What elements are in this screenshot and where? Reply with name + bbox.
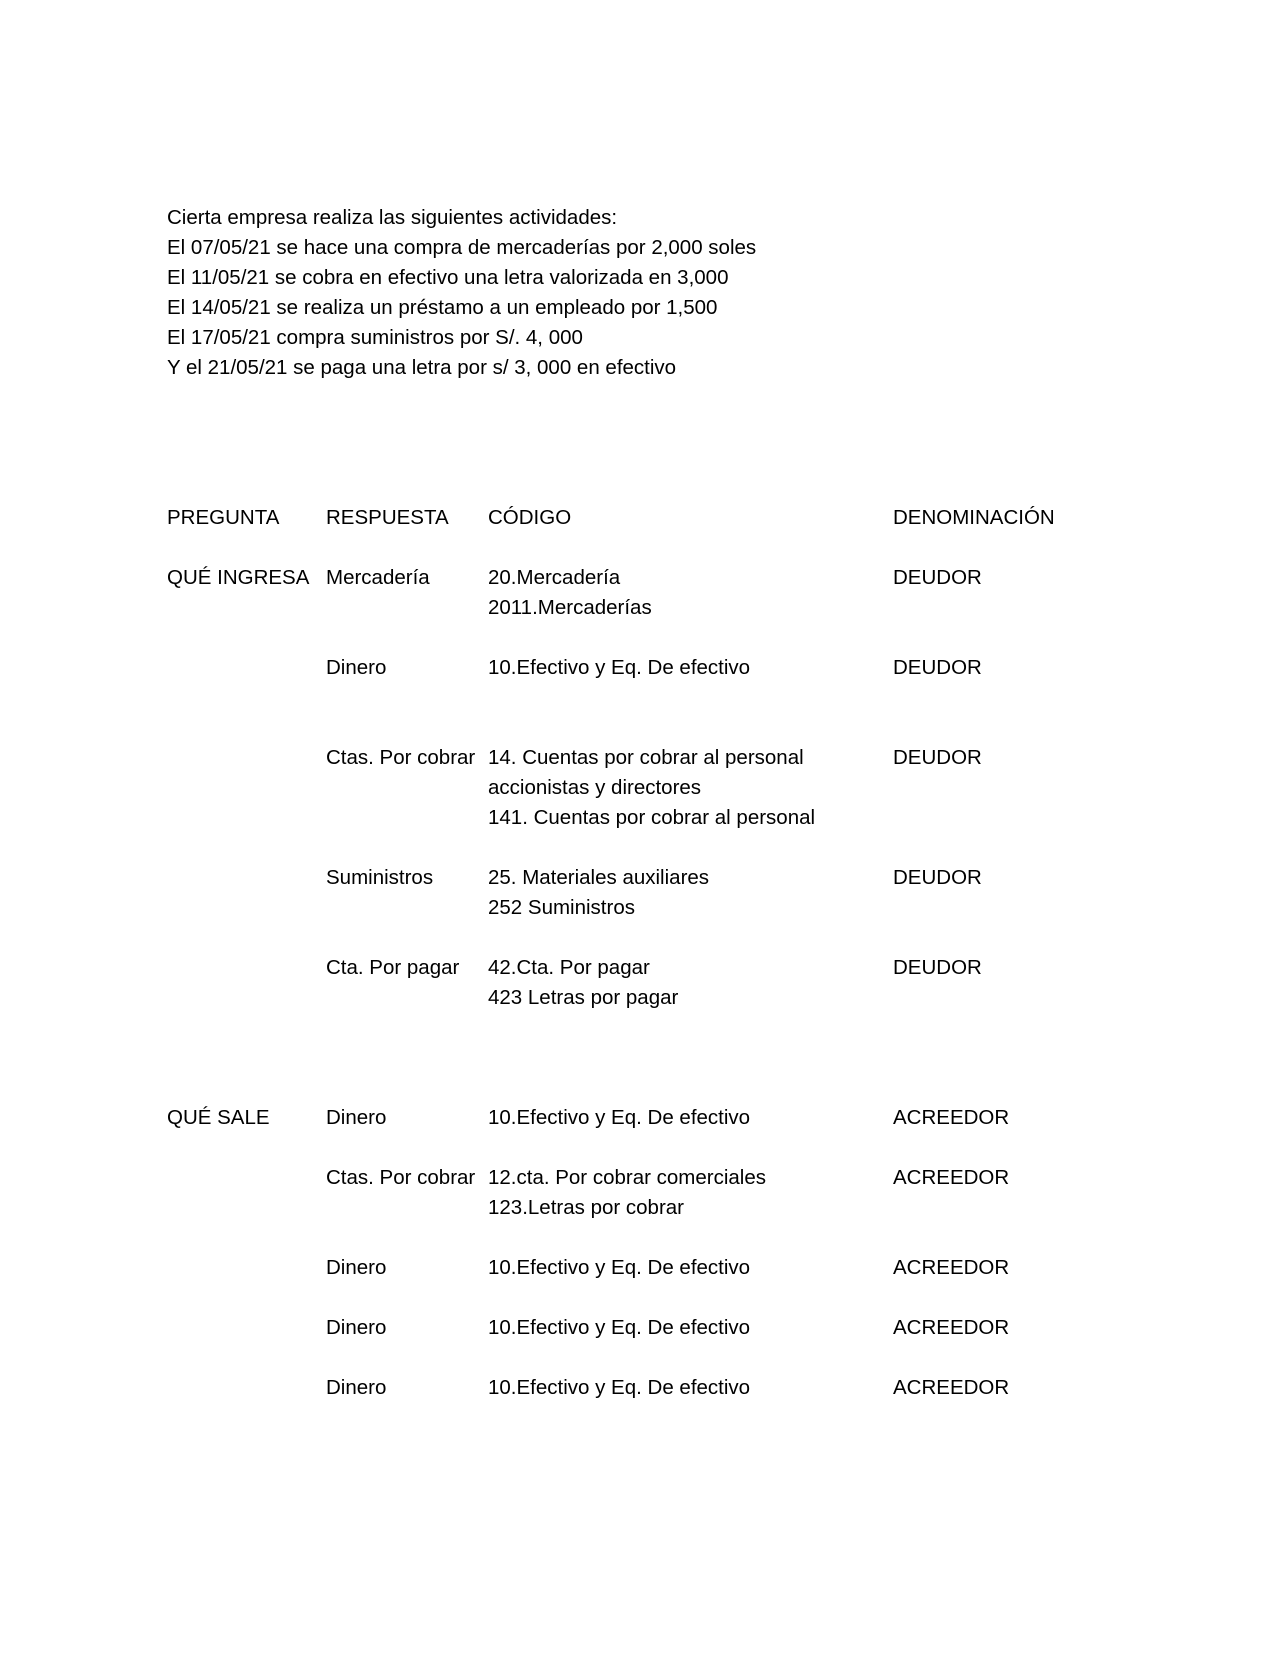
cell-denominacion: ACREEDOR <box>893 1256 1010 1279</box>
cell-respuesta: Dinero <box>326 1376 387 1399</box>
intro-line: El 17/05/21 compra suministros por S/. 4, 000 <box>167 326 583 349</box>
cell-denominacion: DEUDOR <box>893 866 982 889</box>
cell-denominacion: ACREEDOR <box>893 1316 1010 1339</box>
codigo-line: 423 Letras por pagar <box>488 986 679 1009</box>
cell-denominacion: DEUDOR <box>893 956 982 979</box>
cell-respuesta: Cta. Por pagar <box>326 956 460 979</box>
cell-denominacion: ACREEDOR <box>893 1166 1010 1189</box>
intro-line: El 07/05/21 se hace una compra de mercaderías por 2,000 soles <box>167 236 757 259</box>
cell-denominacion: ACREEDOR <box>893 1376 1010 1399</box>
cell-denominacion: DEUDOR <box>893 746 982 769</box>
codigo-line: 10.Efectivo y Eq. De efectivo <box>488 1106 751 1129</box>
cell-denominacion: DEUDOR <box>893 656 982 679</box>
cell-pregunta: QUÉ SALE <box>167 1106 270 1129</box>
codigo-line: 14. Cuentas por cobrar al personal <box>488 746 804 769</box>
intro-line: Y el 21/05/21 se paga una letra por s/ 3, 000 en efectivo <box>167 356 677 379</box>
header-codigo: CÓDIGO <box>488 506 572 529</box>
cell-respuesta: Dinero <box>326 1316 387 1339</box>
codigo-line: 12.cta. Por cobrar comerciales <box>488 1166 767 1189</box>
codigo-line: 10.Efectivo y Eq. De efectivo <box>488 656 751 679</box>
codigo-line: 10.Efectivo y Eq. De efectivo <box>488 1316 751 1339</box>
cell-respuesta: Mercadería <box>326 566 430 589</box>
codigo-line: 10.Efectivo y Eq. De efectivo <box>488 1376 751 1399</box>
cell-codigo <box>488 863 709 923</box>
cell-codigo <box>488 1373 750 1403</box>
codigo-line: 123.Letras por cobrar <box>488 1196 685 1219</box>
cell-codigo <box>488 563 652 623</box>
header-pregunta: PREGUNTA <box>167 506 280 529</box>
intro-line: El 11/05/21 se cobra en efectivo una letra valorizada en 3,000 <box>167 266 729 289</box>
cell-codigo <box>488 1163 766 1223</box>
codigo-line: 10.Efectivo y Eq. De efectivo <box>488 1256 751 1279</box>
header-respuesta: RESPUESTA <box>326 506 449 529</box>
cell-denominacion: ACREEDOR <box>893 1106 1010 1129</box>
codigo-line: 25. Materiales auxiliares <box>488 866 710 889</box>
cell-denominacion: DEUDOR <box>893 566 982 589</box>
intro-line: Cierta empresa realiza las siguientes actividades: <box>167 206 618 229</box>
cell-codigo <box>488 1103 750 1133</box>
cell-respuesta: Suministros <box>326 866 434 889</box>
cell-respuesta: Ctas. Por cobrar <box>326 1166 476 1189</box>
codigo-line: 20.Mercadería <box>488 566 621 589</box>
cell-respuesta: Ctas. Por cobrar <box>326 746 476 769</box>
codigo-line: 2011.Mercaderías <box>488 596 652 619</box>
cell-codigo <box>488 743 815 833</box>
codigo-line: 42.Cta. Por pagar <box>488 956 650 979</box>
cell-respuesta: Dinero <box>326 1106 387 1129</box>
codigo-line: accionistas y directores <box>488 776 702 799</box>
cell-respuesta: Dinero <box>326 656 387 679</box>
cell-codigo <box>488 1253 750 1283</box>
intro-line: El 14/05/21 se realiza un préstamo a un empleado por 1,500 <box>167 296 718 319</box>
cell-pregunta: QUÉ INGRESA <box>167 566 310 589</box>
cell-codigo <box>488 653 750 683</box>
header-denominacion: DENOMINACIÓN <box>893 506 1055 529</box>
codigo-line: 252 Suministros <box>488 896 635 919</box>
codigo-line: 141. Cuentas por cobrar al personal <box>488 806 816 829</box>
cell-respuesta: Dinero <box>326 1256 387 1279</box>
cell-codigo <box>488 1313 750 1343</box>
cell-codigo <box>488 953 678 1013</box>
